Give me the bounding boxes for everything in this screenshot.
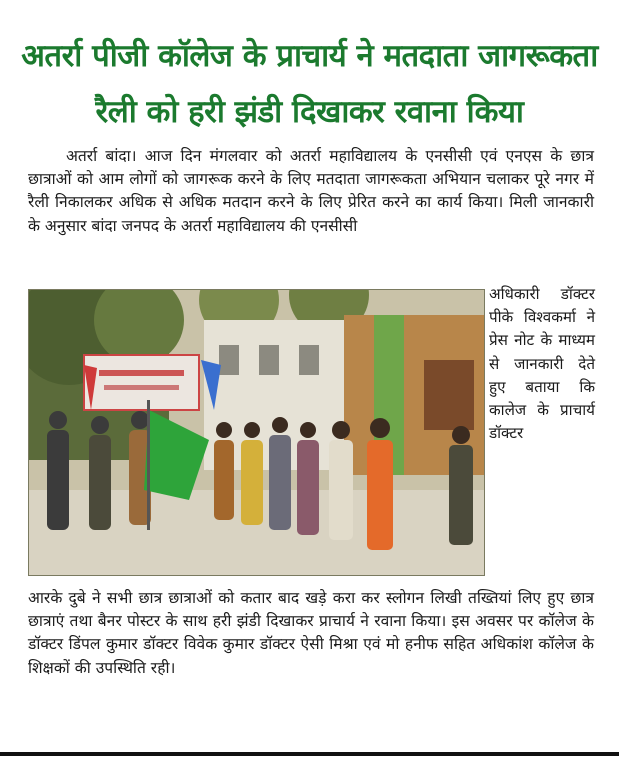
article-paragraph-side: अधिकारी डॉक्टर पीके विश्वकर्मा ने प्रेस नोट के माध्यम से जानकारी देते हुए बताया कि कालेज के प्राचार्य डॉक्टर bbox=[489, 285, 595, 443]
article-paragraph-bottom: आरके दुबे ने सभी छात्र छात्राओं को कतार बाद खड़े करा कर स्लोगन लिखी तख्तियां लिए हुए छात्र छात्राएं तथा बैनर पोस्टर के साथ हरी झंडी दिखाकर प्राचार्य ने रवाना किया। इस अवसर पर कॉलेज के डॉक्टर डिंपल कुमार डॉक्टर विवेक कुमार डॉक्टर ऐसी मिश्रा एवं मो हनीफ सहित अधिकांश कॉलेज के शिक्षकों की उपस्थिति रही। bbox=[28, 589, 594, 677]
rally-photo-image bbox=[29, 290, 484, 575]
bottom-rule bbox=[0, 752, 619, 756]
headline-line-2: रैली को हरी झंडी दिखाकर रवाना किया bbox=[95, 93, 524, 130]
article-paragraph-top: अतर्रा बांदा। आज दिन मंगलवार को अतर्रा महाविद्यालय के एनसीसी एवं एनएस के छात्र छात्राओं को आम लोगों को जागरूक करने के लिए मतदाता जागरूकता अभियान चलाकर पूरे नगर में रैली निकालकर अधिक से अधिक मतदान करने के लिए प्रेरित करने का कार्य किया। मिली जानकारी के अनुसार बांदा जनपद के अतर्रा महाविद्यालय की एनसीसी bbox=[28, 147, 594, 235]
rally-photo bbox=[28, 289, 485, 576]
headline-line-1: अतर्रा पीजी कॉलेज के प्राचार्य ने मतदाता जागरूकता bbox=[21, 37, 598, 74]
